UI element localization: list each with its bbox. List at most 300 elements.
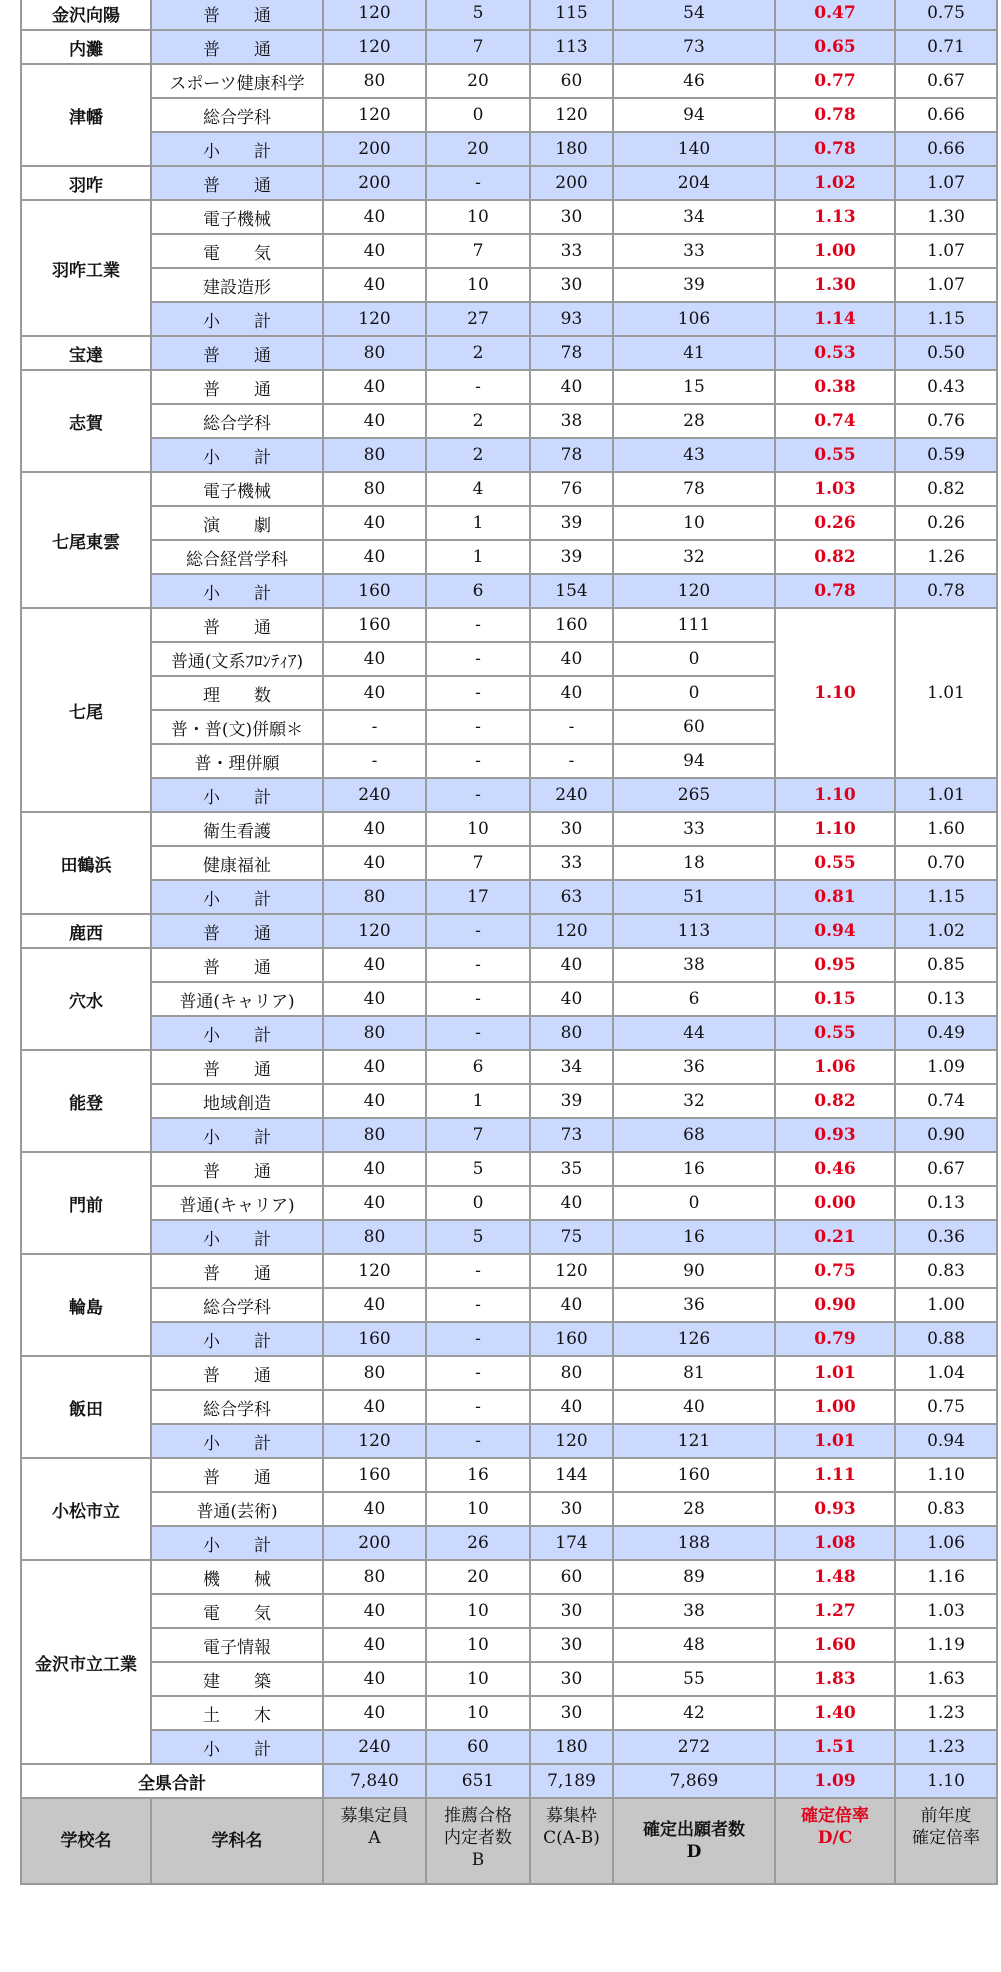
capacity-a: 200 bbox=[323, 1526, 426, 1560]
ratio-dc: 1.02 bbox=[775, 166, 895, 200]
total-c: 7,189 bbox=[530, 1764, 613, 1798]
capacity-a: 40 bbox=[323, 642, 426, 676]
applicants-d: 140 bbox=[613, 132, 775, 166]
prev-year-ratio: 1.19 bbox=[895, 1628, 997, 1662]
capacity-a: 40 bbox=[323, 506, 426, 540]
capacity-a: 120 bbox=[323, 1254, 426, 1288]
prev-year-ratio: 1.00 bbox=[895, 1288, 997, 1322]
quota-c: 180 bbox=[530, 132, 613, 166]
recommended-b: - bbox=[426, 1254, 530, 1288]
quota-c: 40 bbox=[530, 642, 613, 676]
table-row bbox=[21, 1526, 997, 1560]
quota-c: 30 bbox=[530, 812, 613, 846]
quota-c: 144 bbox=[530, 1458, 613, 1492]
applicants-d: 120 bbox=[613, 574, 775, 608]
department-name: 小 計 bbox=[151, 132, 323, 166]
department-name: 普 通 bbox=[151, 30, 323, 64]
ratio-dc: 0.95 bbox=[775, 948, 895, 982]
recommended-b: 10 bbox=[426, 1696, 530, 1730]
ratio-dc: 0.47 bbox=[775, 0, 895, 30]
recommended-b: 27 bbox=[426, 302, 530, 336]
department-name: 小 計 bbox=[151, 302, 323, 336]
table-row bbox=[21, 914, 997, 948]
school-name: 津幡 bbox=[21, 64, 151, 166]
recommended-b: 0 bbox=[426, 98, 530, 132]
prev-year-ratio: 1.07 bbox=[895, 268, 997, 302]
ratio-dc: 0.75 bbox=[775, 1254, 895, 1288]
recommended-b: 26 bbox=[426, 1526, 530, 1560]
capacity-a: 240 bbox=[323, 778, 426, 812]
quota-c: 39 bbox=[530, 506, 613, 540]
applicants-d: 34 bbox=[613, 200, 775, 234]
prev-year-ratio: 1.06 bbox=[895, 1526, 997, 1560]
recommended-b: 7 bbox=[426, 846, 530, 880]
department-name: 電子機械 bbox=[151, 200, 323, 234]
header-ratio-line: 確定倍率 bbox=[801, 1806, 869, 1826]
table-row bbox=[21, 982, 997, 1016]
school-name: 鹿西 bbox=[21, 914, 151, 948]
quota-c: 40 bbox=[530, 1390, 613, 1424]
department-name: 普 通 bbox=[151, 914, 323, 948]
ratio-dc: 0.15 bbox=[775, 982, 895, 1016]
table-row bbox=[21, 1424, 997, 1458]
quota-c: 33 bbox=[530, 234, 613, 268]
school-name: 七尾東雲 bbox=[21, 472, 151, 608]
capacity-a: 40 bbox=[323, 812, 426, 846]
quota-c: 180 bbox=[530, 1730, 613, 1764]
table-row bbox=[21, 132, 997, 166]
school-name: 羽咋 bbox=[21, 166, 151, 200]
school-name: 輪島 bbox=[21, 1254, 151, 1356]
prev-year-ratio: 0.85 bbox=[895, 948, 997, 982]
table-row bbox=[21, 1594, 997, 1628]
prev-year-ratio: 0.67 bbox=[895, 1152, 997, 1186]
ratio-dc: 1.03 bbox=[775, 472, 895, 506]
quota-c: 40 bbox=[530, 676, 613, 710]
prev-year-ratio: 1.09 bbox=[895, 1050, 997, 1084]
quota-c: 174 bbox=[530, 1526, 613, 1560]
recommended-b: 10 bbox=[426, 1628, 530, 1662]
capacity-a: 40 bbox=[323, 268, 426, 302]
prev-year-ratio: 1.01 bbox=[895, 608, 997, 778]
prev-year-ratio: 1.23 bbox=[895, 1696, 997, 1730]
capacity-a: - bbox=[323, 710, 426, 744]
table-row bbox=[21, 472, 997, 506]
department-name: 普 通 bbox=[151, 608, 323, 642]
department-name: 総合学科 bbox=[151, 98, 323, 132]
department-name: 総合学科 bbox=[151, 404, 323, 438]
ratio-dc: 0.79 bbox=[775, 1322, 895, 1356]
applicants-d: 0 bbox=[613, 676, 775, 710]
department-name: 機 械 bbox=[151, 1560, 323, 1594]
quota-c: 39 bbox=[530, 1084, 613, 1118]
recommended-b: 7 bbox=[426, 30, 530, 64]
prev-year-ratio: 0.82 bbox=[895, 472, 997, 506]
table-row bbox=[21, 1390, 997, 1424]
recommended-b: - bbox=[426, 642, 530, 676]
applicants-d: 32 bbox=[613, 540, 775, 574]
table-row bbox=[21, 1084, 997, 1118]
total-b: 651 bbox=[426, 1764, 530, 1798]
prev-year-ratio: 0.59 bbox=[895, 438, 997, 472]
recommended-b: 5 bbox=[426, 1220, 530, 1254]
recommended-b: 1 bbox=[426, 540, 530, 574]
recommended-b: 60 bbox=[426, 1730, 530, 1764]
capacity-a: 40 bbox=[323, 1288, 426, 1322]
capacity-a: 40 bbox=[323, 1050, 426, 1084]
capacity-a: 40 bbox=[323, 676, 426, 710]
header-prev-ratio-line: 前年度 bbox=[920, 1806, 972, 1826]
applicants-d: 6 bbox=[613, 982, 775, 1016]
applicants-d: 204 bbox=[613, 166, 775, 200]
prev-year-ratio: 0.66 bbox=[895, 98, 997, 132]
department-name: 小 計 bbox=[151, 1118, 323, 1152]
applicants-d: 38 bbox=[613, 948, 775, 982]
capacity-a: 200 bbox=[323, 166, 426, 200]
quota-c: 93 bbox=[530, 302, 613, 336]
capacity-a: 160 bbox=[323, 1322, 426, 1356]
ratio-dc: 0.53 bbox=[775, 336, 895, 370]
applicants-d: 46 bbox=[613, 64, 775, 98]
prev-year-ratio: 0.83 bbox=[895, 1492, 997, 1526]
prev-year-ratio: 1.01 bbox=[895, 778, 997, 812]
total-prev: 1.10 bbox=[895, 1764, 997, 1798]
table-row bbox=[21, 948, 997, 982]
total-d: 7,869 bbox=[613, 1764, 775, 1798]
prev-year-ratio: 1.63 bbox=[895, 1662, 997, 1696]
prev-year-ratio: 0.66 bbox=[895, 132, 997, 166]
prev-year-ratio: 1.07 bbox=[895, 234, 997, 268]
table-row bbox=[21, 64, 997, 98]
enrollment-table bbox=[20, 0, 998, 1885]
prev-year-ratio: 1.16 bbox=[895, 1560, 997, 1594]
department-name: 普通(芸術) bbox=[151, 1492, 323, 1526]
applicants-d: 36 bbox=[613, 1050, 775, 1084]
capacity-a: 40 bbox=[323, 234, 426, 268]
table-row bbox=[21, 608, 997, 642]
applicants-d: 111 bbox=[613, 608, 775, 642]
header-applicants-line: 確定出願者数 bbox=[643, 1820, 745, 1840]
ratio-dc: 0.93 bbox=[775, 1492, 895, 1526]
prev-year-ratio: 1.15 bbox=[895, 302, 997, 336]
table-row bbox=[21, 404, 997, 438]
prev-year-ratio: 0.43 bbox=[895, 370, 997, 404]
table-row bbox=[21, 1152, 997, 1186]
department-name: 普通(キャリア) bbox=[151, 1186, 323, 1220]
header-school bbox=[21, 1798, 151, 1884]
department-name: 小 計 bbox=[151, 880, 323, 914]
quota-c: 39 bbox=[530, 540, 613, 574]
applicants-d: 15 bbox=[613, 370, 775, 404]
school-name: 内灘 bbox=[21, 30, 151, 64]
ratio-dc: 1.60 bbox=[775, 1628, 895, 1662]
applicants-d: 121 bbox=[613, 1424, 775, 1458]
school-name: 門前 bbox=[21, 1152, 151, 1254]
applicants-d: 18 bbox=[613, 846, 775, 880]
ratio-dc: 1.40 bbox=[775, 1696, 895, 1730]
prev-year-ratio: 0.71 bbox=[895, 30, 997, 64]
prev-year-ratio: 1.60 bbox=[895, 812, 997, 846]
table-row bbox=[21, 0, 997, 30]
department-name: 演 劇 bbox=[151, 506, 323, 540]
quota-c: 240 bbox=[530, 778, 613, 812]
applicants-d: 94 bbox=[613, 98, 775, 132]
applicants-d: 40 bbox=[613, 1390, 775, 1424]
quota-c: 60 bbox=[530, 64, 613, 98]
department-name: 普 通 bbox=[151, 1254, 323, 1288]
table-row bbox=[21, 574, 997, 608]
ratio-dc: 0.55 bbox=[775, 846, 895, 880]
recommended-b: 10 bbox=[426, 812, 530, 846]
table-row bbox=[21, 234, 997, 268]
capacity-a: 120 bbox=[323, 914, 426, 948]
table-row bbox=[21, 1288, 997, 1322]
prev-year-ratio: 0.78 bbox=[895, 574, 997, 608]
department-name: 総合学科 bbox=[151, 1390, 323, 1424]
prev-year-ratio: 0.13 bbox=[895, 1186, 997, 1220]
ratio-dc: 0.81 bbox=[775, 880, 895, 914]
department-name: 総合学科 bbox=[151, 1288, 323, 1322]
applicants-d: 28 bbox=[613, 1492, 775, 1526]
capacity-a: 40 bbox=[323, 1662, 426, 1696]
ratio-dc: 1.10 bbox=[775, 812, 895, 846]
prev-year-ratio: 0.94 bbox=[895, 1424, 997, 1458]
recommended-b: - bbox=[426, 1356, 530, 1390]
quota-c: 40 bbox=[530, 1186, 613, 1220]
table-row bbox=[21, 1322, 997, 1356]
recommended-b: 1 bbox=[426, 1084, 530, 1118]
total-label: 全県合計 bbox=[21, 1764, 323, 1798]
header-quota bbox=[530, 1798, 613, 1884]
table-row bbox=[21, 1356, 997, 1390]
department-name: 小 計 bbox=[151, 1016, 323, 1050]
department-name: 建設造形 bbox=[151, 268, 323, 302]
applicants-d: 0 bbox=[613, 1186, 775, 1220]
applicants-d: 265 bbox=[613, 778, 775, 812]
school-name: 能登 bbox=[21, 1050, 151, 1152]
quota-c: 113 bbox=[530, 30, 613, 64]
recommended-b: - bbox=[426, 948, 530, 982]
capacity-a: 120 bbox=[323, 302, 426, 336]
recommended-b: - bbox=[426, 914, 530, 948]
school-name: 金沢市立工業 bbox=[21, 1560, 151, 1764]
total-row bbox=[21, 1764, 997, 1798]
capacity-a: 160 bbox=[323, 574, 426, 608]
quota-c: 63 bbox=[530, 880, 613, 914]
applicants-d: 54 bbox=[613, 0, 775, 30]
ratio-dc: 0.90 bbox=[775, 1288, 895, 1322]
quota-c: 120 bbox=[530, 1424, 613, 1458]
capacity-a: 40 bbox=[323, 1628, 426, 1662]
header-dept bbox=[151, 1798, 323, 1884]
school-name: 田鶴浜 bbox=[21, 812, 151, 914]
capacity-a: 160 bbox=[323, 608, 426, 642]
capacity-a: 240 bbox=[323, 1730, 426, 1764]
quota-c: 30 bbox=[530, 1594, 613, 1628]
quota-c: 154 bbox=[530, 574, 613, 608]
table-row bbox=[21, 1492, 997, 1526]
applicants-d: 38 bbox=[613, 1594, 775, 1628]
recommended-b: 7 bbox=[426, 1118, 530, 1152]
header-dept-line: 学科名 bbox=[211, 1831, 263, 1851]
applicants-d: 78 bbox=[613, 472, 775, 506]
capacity-a: 80 bbox=[323, 336, 426, 370]
applicants-d: 55 bbox=[613, 1662, 775, 1696]
department-name: 地域創造 bbox=[151, 1084, 323, 1118]
applicants-d: 16 bbox=[613, 1152, 775, 1186]
capacity-a: - bbox=[323, 744, 426, 778]
applicants-d: 16 bbox=[613, 1220, 775, 1254]
department-name: 小 計 bbox=[151, 1730, 323, 1764]
quota-c: 120 bbox=[530, 1254, 613, 1288]
capacity-a: 120 bbox=[323, 30, 426, 64]
department-name: 普通(文系ﾌﾛﾝﾃｨｱ) bbox=[151, 642, 323, 676]
ratio-dc: 1.14 bbox=[775, 302, 895, 336]
capacity-a: 80 bbox=[323, 1560, 426, 1594]
prev-year-ratio: 0.26 bbox=[895, 506, 997, 540]
recommended-b: 6 bbox=[426, 574, 530, 608]
capacity-a: 40 bbox=[323, 1084, 426, 1118]
recommended-b: 16 bbox=[426, 1458, 530, 1492]
capacity-a: 40 bbox=[323, 404, 426, 438]
prev-year-ratio: 0.75 bbox=[895, 1390, 997, 1424]
ratio-dc: 1.06 bbox=[775, 1050, 895, 1084]
recommended-b: 2 bbox=[426, 404, 530, 438]
total-ratio: 1.09 bbox=[775, 1764, 895, 1798]
ratio-dc: 1.30 bbox=[775, 268, 895, 302]
applicants-d: 0 bbox=[613, 642, 775, 676]
applicants-d: 81 bbox=[613, 1356, 775, 1390]
department-name: 健康福祉 bbox=[151, 846, 323, 880]
prev-year-ratio: 0.76 bbox=[895, 404, 997, 438]
applicants-d: 73 bbox=[613, 30, 775, 64]
table-row bbox=[21, 1696, 997, 1730]
capacity-a: 40 bbox=[323, 948, 426, 982]
recommended-b: 5 bbox=[426, 0, 530, 30]
quota-c: 40 bbox=[530, 370, 613, 404]
recommended-b: - bbox=[426, 778, 530, 812]
recommended-b: - bbox=[426, 166, 530, 200]
ratio-dc: 1.00 bbox=[775, 234, 895, 268]
quota-c: 76 bbox=[530, 472, 613, 506]
quota-c: 73 bbox=[530, 1118, 613, 1152]
prev-year-ratio: 1.03 bbox=[895, 1594, 997, 1628]
capacity-a: 80 bbox=[323, 1016, 426, 1050]
ratio-dc: 1.13 bbox=[775, 200, 895, 234]
department-name: 小 計 bbox=[151, 1322, 323, 1356]
applicants-d: 68 bbox=[613, 1118, 775, 1152]
applicants-d: 90 bbox=[613, 1254, 775, 1288]
department-name: 普 通 bbox=[151, 166, 323, 200]
ratio-dc: 1.27 bbox=[775, 1594, 895, 1628]
department-name: 電 気 bbox=[151, 1594, 323, 1628]
recommended-b: 4 bbox=[426, 472, 530, 506]
table-row bbox=[21, 1254, 997, 1288]
table-row bbox=[21, 1016, 997, 1050]
applicants-d: 60 bbox=[613, 710, 775, 744]
header-ratio-line: D/C bbox=[817, 1828, 853, 1848]
header-recommended bbox=[426, 1798, 530, 1884]
applicants-d: 39 bbox=[613, 268, 775, 302]
recommended-b: 10 bbox=[426, 1662, 530, 1696]
recommended-b: 5 bbox=[426, 1152, 530, 1186]
applicants-d: 188 bbox=[613, 1526, 775, 1560]
recommended-b: - bbox=[426, 676, 530, 710]
quota-c: 160 bbox=[530, 608, 613, 642]
prev-year-ratio: 1.02 bbox=[895, 914, 997, 948]
ratio-dc: 1.10 bbox=[775, 778, 895, 812]
department-name: 普 通 bbox=[151, 1152, 323, 1186]
quota-c: 30 bbox=[530, 1492, 613, 1526]
capacity-a: 120 bbox=[323, 98, 426, 132]
recommended-b: 20 bbox=[426, 1560, 530, 1594]
applicants-d: 272 bbox=[613, 1730, 775, 1764]
prev-year-ratio: 0.88 bbox=[895, 1322, 997, 1356]
capacity-a: 40 bbox=[323, 1152, 426, 1186]
recommended-b: - bbox=[426, 608, 530, 642]
capacity-a: 80 bbox=[323, 1118, 426, 1152]
department-name: 普通(キャリア) bbox=[151, 982, 323, 1016]
quota-c: 33 bbox=[530, 846, 613, 880]
header-recommended-line: 内定者数 bbox=[444, 1828, 512, 1848]
recommended-b: 17 bbox=[426, 880, 530, 914]
table-row bbox=[21, 166, 997, 200]
ratio-dc: 1.83 bbox=[775, 1662, 895, 1696]
prev-year-ratio: 1.10 bbox=[895, 1458, 997, 1492]
table-row bbox=[21, 1220, 997, 1254]
table-row bbox=[21, 846, 997, 880]
table-row bbox=[21, 1050, 997, 1084]
department-name: 建 築 bbox=[151, 1662, 323, 1696]
quota-c: 30 bbox=[530, 200, 613, 234]
capacity-a: 40 bbox=[323, 982, 426, 1016]
quota-c: 78 bbox=[530, 336, 613, 370]
ratio-dc: 0.77 bbox=[775, 64, 895, 98]
table-row bbox=[21, 1628, 997, 1662]
department-name: 土 木 bbox=[151, 1696, 323, 1730]
ratio-dc: 0.26 bbox=[775, 506, 895, 540]
ratio-dc: 0.00 bbox=[775, 1186, 895, 1220]
recommended-b: 6 bbox=[426, 1050, 530, 1084]
quota-c: 78 bbox=[530, 438, 613, 472]
department-name: 小 計 bbox=[151, 1526, 323, 1560]
table-row bbox=[21, 302, 997, 336]
header-quota-line: C(A-B) bbox=[543, 1828, 600, 1848]
prev-year-ratio: 0.74 bbox=[895, 1084, 997, 1118]
capacity-a: 200 bbox=[323, 132, 426, 166]
table-row bbox=[21, 1186, 997, 1220]
department-name: 小 計 bbox=[151, 438, 323, 472]
quota-c: 80 bbox=[530, 1356, 613, 1390]
capacity-a: 40 bbox=[323, 1594, 426, 1628]
quota-c: 35 bbox=[530, 1152, 613, 1186]
header-applicants-line: D bbox=[686, 1842, 702, 1862]
department-name: 普 通 bbox=[151, 1050, 323, 1084]
school-name: 七尾 bbox=[21, 608, 151, 812]
recommended-b: - bbox=[426, 1288, 530, 1322]
department-name: 電子情報 bbox=[151, 1628, 323, 1662]
quota-c: - bbox=[530, 744, 613, 778]
applicants-d: 106 bbox=[613, 302, 775, 336]
quota-c: 160 bbox=[530, 1322, 613, 1356]
table-row bbox=[21, 1662, 997, 1696]
recommended-b: - bbox=[426, 1390, 530, 1424]
quota-c: 30 bbox=[530, 268, 613, 302]
header-prev-ratio-line: 確定倍率 bbox=[912, 1828, 980, 1848]
prev-year-ratio: 0.13 bbox=[895, 982, 997, 1016]
department-name: 電 気 bbox=[151, 234, 323, 268]
prev-year-ratio: 1.26 bbox=[895, 540, 997, 574]
